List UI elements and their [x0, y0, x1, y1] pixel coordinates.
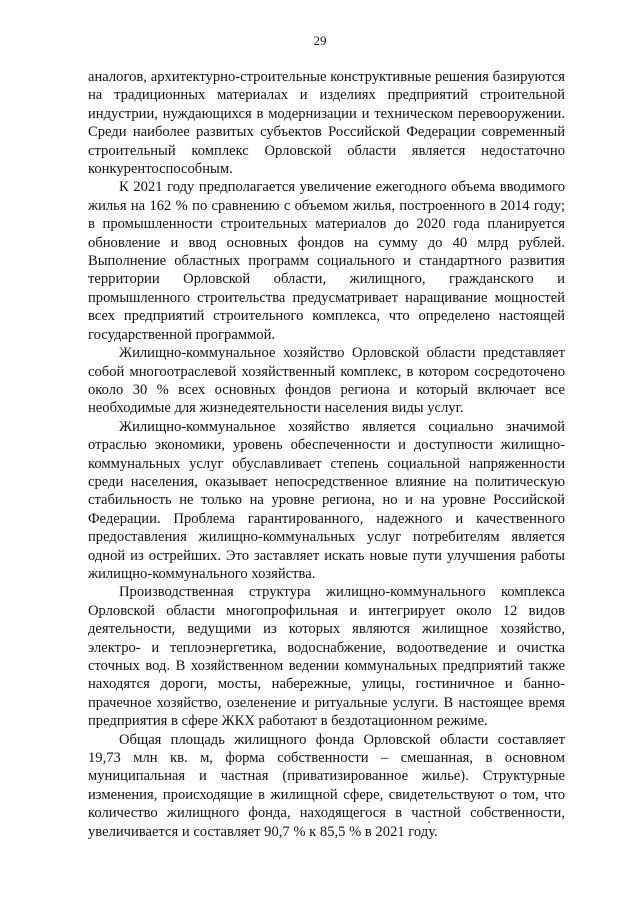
paragraph-housing-forecast-2021: К 2021 году предполагается увеличение ежегодного объема вводимого жилья на 162 % по сравнению с объемом жилья, построенного в 2014 году; в промышленности строительных материалов до 2020 года планируется обновление и ввод основных фондов на сумму до 40 млрд рублей. Выполнение областных программ социального и стандартного развития территории Орловской области, жилищного, гражданского и промышленного строительства предусматривает наращивание мощностей всех предприятий строительного комплекса, что определено настоящей государственной программой.: [88, 179, 565, 343]
paragraph-continued-analogs: аналогов, архитектурно-строительные конструктивные решения базируются на традиционных материалах и изделиях предприятий строительной индустрии, нуждающихся в модернизации и техническом перевооружении. Среди наиболее развитых субъектов Российской Федерации современный строительный комплекс Орловской области является недостаточно конкурентоспособным.: [88, 69, 565, 178]
paragraph-housing-stock-area: Общая площадь жилищного фонда Орловской области составляет 19,73 млн кв. м, форма собственности – смешанная, в основном муниципальная и частная (приватизированное жилье). Структурные изменения, происходящие в жилищной сфере, свидетельствуют о том, что количество жилищного фонда, находящегося в частной собственности, увеличивается и составляет 90,7 % к 85,5 % в 2021 году.: [88, 731, 565, 840]
document-body: [88, 68, 565, 841]
paragraph-production-structure: Производственная структура жилищно-коммунального комплекса Орловской области многопрофильная и интегрирует около 12 видов деятельности, ведущими из которых являются жилищное хозяйство, электро- и теплоэнергетика, водоснабжение, водоотведение и очистка сточных вод. В хозяйственном ведении коммунальных предприятий также находятся дороги, мосты, набережные, улицы, гостиничное и банно-прачечное хозяйство, озеленение и ритуальные услуги. В настоящее время предприятия в сфере ЖКХ работают в бездотационном режиме.: [88, 584, 565, 730]
paragraph-social-significance: Жилищно-коммунальное хозяйство является социально значимой отраслью экономики, уровень обеспеченности и доступности жилищно-коммунальных услуг обуславливает степень социальной напряженности среди населения, оказывает непосредственное влияние на политическую стабильность не только на уровне региона, но и на уровне Российской Федерации. Проблема гарантированного, надежного и качественного предоставления жилищно-коммунальных услуг потребителям является одной из острейших. Это заставляет искать новые пути улучшения работы жилищно-коммунального хозяйства.: [88, 418, 565, 582]
paragraph-housing-utilities-complex: Жилищно-коммунальное хозяйство Орловской области представляет собой многоотраслевой хозяйственный комплекс, в котором сосредоточено около 30 % всех основных фондов региона и который включает все необходимые для жизнедеятельности населения виды услуг.: [88, 345, 565, 417]
scan-speck: [428, 821, 430, 823]
page-number: 29: [313, 33, 327, 48]
